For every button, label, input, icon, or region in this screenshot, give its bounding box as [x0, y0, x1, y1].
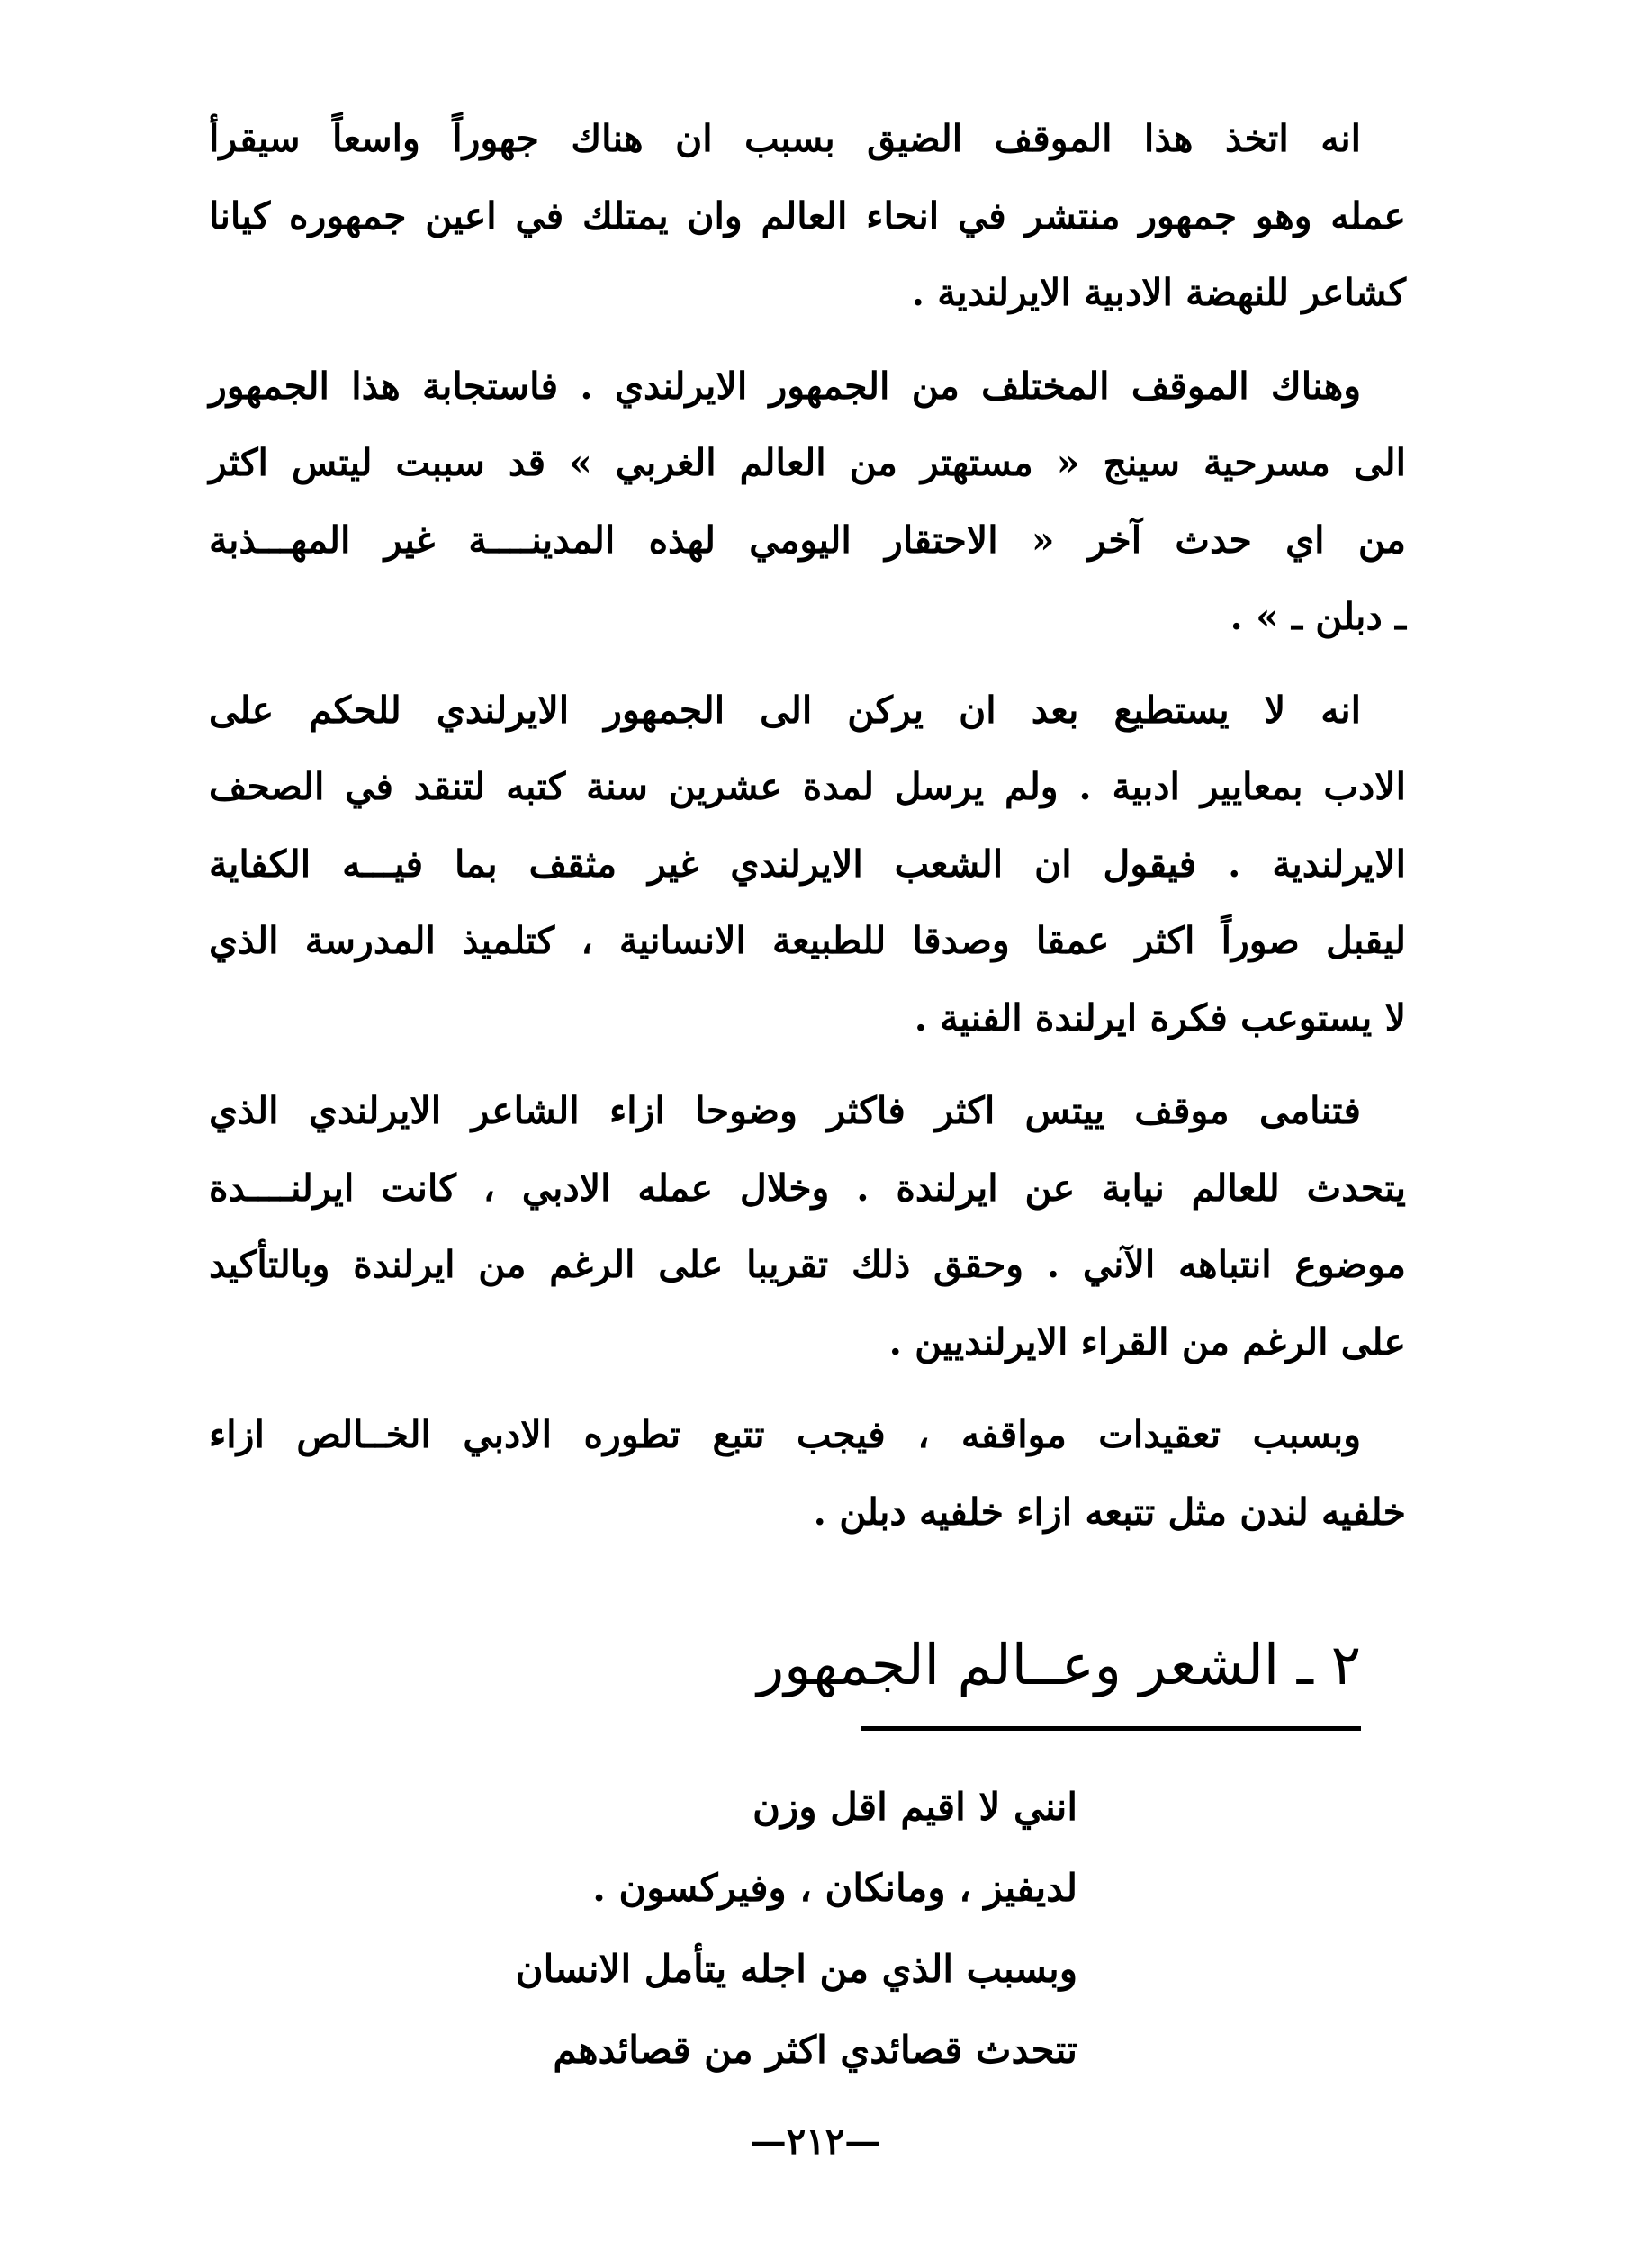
heading-underline [861, 1726, 1361, 1731]
text-line: لا يستوعب فكرة ايرلندة الفنية . [914, 995, 1406, 1040]
text-line: انه اتخذ هذا الموقف الضيق بسبب ان هناك جهوراً واسعاً سيقرأ [209, 117, 1361, 160]
text-line: عمله وهو جمهور منتشر في انحاء العالم وان يمتلك في اعين جمهوره كيانا [209, 194, 1406, 238]
verse-line: تتحدث قصائدي اكثر من قصائدهم [553, 2028, 1077, 2072]
verse-line: لديفيز ، ومانكان ، وفيركسون . [592, 1866, 1077, 1910]
text-line: على الرغم من القراء الايرلنديين . [888, 1319, 1406, 1364]
text-line: الادب بمعايير ادبية . ولم يرسل لمدة عشرين سنة كتبه لتنقد في الصحف [209, 765, 1406, 808]
section-heading: ٢ ـ الشعر وعــالم الجمهور [757, 1632, 1361, 1697]
text-line: ليقبل صوراً اكثر عمقا وصدقا للطبيعة الانسانية ، كتلميذ المدرسة الذي [209, 919, 1406, 962]
paragraph-1 [209, 101, 1406, 332]
text-line: خلفيه لندن مثل تتبعه ازاء خلفيه دبلن . [813, 1490, 1406, 1534]
text-line: يتحدث للعالم نيابة عن ايرلندة . وخلال عمله الادبي ، كانت ايرلنــــدة [209, 1166, 1406, 1210]
verse-line: انني لا اقيم اقل وزن [752, 1785, 1077, 1829]
text-line: الى مسرحية سينج « مستهتر من العالم الغربي » قد سببت ليتس اكثر [209, 441, 1406, 484]
paragraph-2 [209, 348, 1406, 656]
verse-line: وبسبب الذي من اجله يتأمل الانسان [515, 1947, 1077, 1991]
text-line: من اي حدث آخر « الاحتقار اليومي لهذه المدينــــة غير المهـــذبة [209, 518, 1406, 562]
text-line: فتنامى موقف ييتس اكثر فاكثر وضوحا ازاء الشاعر الايرلندي الذي [209, 1089, 1361, 1132]
text-line: كشاعر للنهضة الادبية الايرلندية . [911, 271, 1406, 314]
text-line: موضوع انتباهه الآني . وحقق ذلك تقريبا على الرغم من ايرلندة وبالتأكيد [209, 1243, 1406, 1286]
page-number: —٢١٢— [750, 2120, 881, 2163]
verse-block [393, 1767, 1077, 2091]
paragraph-5 [209, 1397, 1406, 1551]
text-line: انه لا يستطيع بعد ان يركن الى الجمهور الايرلندي للحكم على [209, 688, 1361, 732]
text-line: وبسبب تعقيدات مواقفه ، فيجب تتبع تطوره الادبي الخــالص ازاء [209, 1413, 1361, 1456]
body-text [209, 101, 1406, 1567]
text-line: الايرلندية . فيقول ان الشعب الايرلندي غير مثقف بما فيـــه الكفاية [209, 842, 1406, 886]
text-line: وهناك الموقف المختلف من الجمهور الايرلندي . فاستجابة هذا الجمهور [209, 364, 1361, 408]
paragraph-4 [209, 1073, 1406, 1381]
paragraph-3 [209, 672, 1406, 1058]
text-line: ـ دبلن ـ » . [1230, 595, 1406, 638]
